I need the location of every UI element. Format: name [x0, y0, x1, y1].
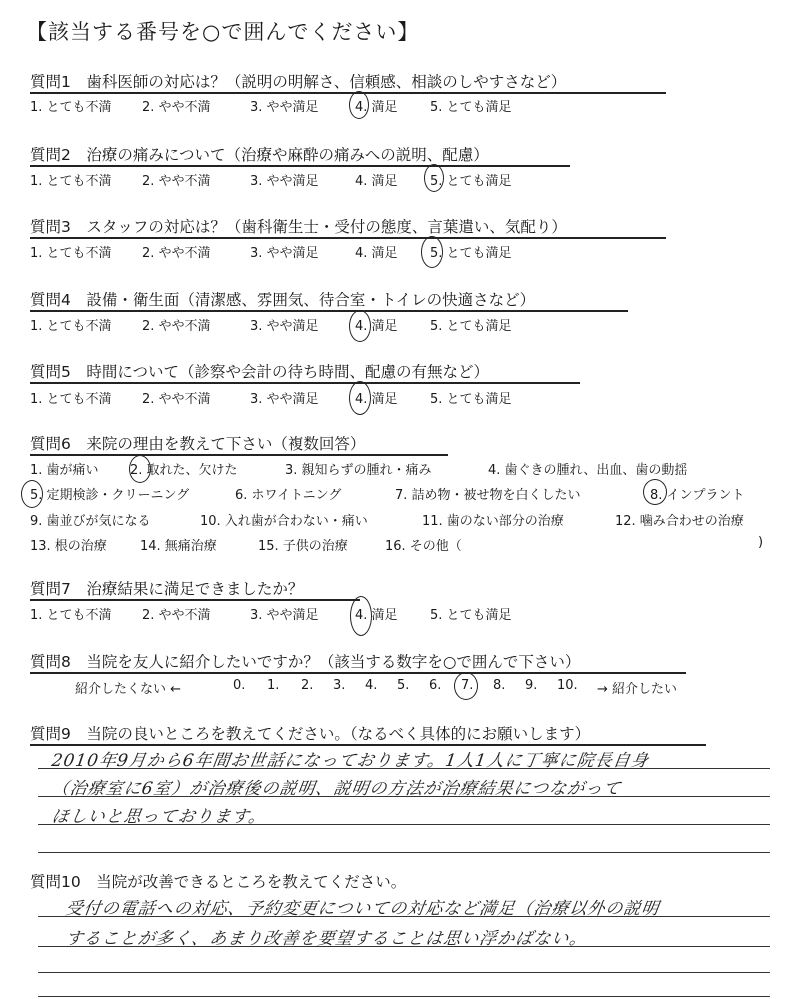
- q6-selected-circle-2: [129, 455, 151, 483]
- q8-num-1[interactable]: 1.: [267, 678, 280, 693]
- form-header: 【該当する番号を○で囲んでください】: [26, 20, 420, 44]
- q7-option-5[interactable]: 5. とても満足: [430, 608, 512, 623]
- q10-handwritten-line-1: 受付の電話への対応、予約変更についての対応など満足（治療以外の説明: [64, 899, 661, 919]
- q8-num-5[interactable]: 5.: [397, 678, 410, 693]
- q6-reason-4[interactable]: 4. 歯ぐきの腫れ、出血、歯の動揺: [488, 463, 688, 478]
- q1-option-4[interactable]: 4. 満足: [355, 100, 398, 115]
- question-8-underline: [30, 672, 686, 674]
- q2-option-2[interactable]: 2. やや不満: [142, 174, 211, 189]
- q1-option-2[interactable]: 2. やや不満: [142, 100, 211, 115]
- q6-reason-2[interactable]: 2. 取れた、欠けた: [130, 463, 238, 478]
- q9-handwritten-line-3: ほしいと思っております。: [50, 807, 268, 827]
- q6-reason-5[interactable]: 5. 定期検診・クリーニング: [30, 488, 190, 503]
- question-2-underline: [30, 165, 570, 167]
- q9-answer-line-4: [38, 852, 770, 853]
- q1-option-5[interactable]: 5. とても満足: [430, 100, 512, 115]
- q7-option-2[interactable]: 2. やや不満: [142, 608, 211, 623]
- q9-handwritten-line-1: 2010年9月から6年間お世話になっております。1人1人に丁寧に院長自身: [50, 751, 651, 771]
- q4-selected-circle: [349, 310, 371, 342]
- question-8-title: 質問8 当院を友人に紹介したいですか？（該当する数字を○で囲んで下さい）: [30, 653, 581, 671]
- q8-left-label: 紹介したくない ←: [75, 682, 182, 697]
- q3-option-2[interactable]: 2. やや不満: [142, 246, 211, 261]
- q8-selected-circle: [454, 672, 478, 700]
- q4-option-1[interactable]: 1. とても不満: [30, 319, 112, 334]
- q1-selected-circle: [349, 91, 369, 119]
- q6-reason-7[interactable]: 7. 詰め物・被せ物を白くしたい: [395, 488, 581, 503]
- q6-reason-3[interactable]: 3. 親知らずの腫れ・痛み: [285, 463, 432, 478]
- q6-reason-6[interactable]: 6. ホワイトニング: [235, 488, 342, 503]
- q8-num-4[interactable]: 4.: [365, 678, 378, 693]
- q2-option-1[interactable]: 1. とても不満: [30, 174, 112, 189]
- q4-option-3[interactable]: 3. やや満足: [250, 319, 319, 334]
- q2-option-3[interactable]: 3. やや満足: [250, 174, 319, 189]
- q2-selected-circle: [424, 164, 444, 192]
- q6-reason-8[interactable]: 8. インプラント: [650, 488, 745, 503]
- q7-option-1[interactable]: 1. とても不満: [30, 608, 112, 623]
- q6-selected-circle-5: [21, 480, 43, 508]
- q4-option-4[interactable]: 4. 満足: [355, 319, 398, 334]
- q6-reason-13[interactable]: 13. 根の治療: [30, 539, 107, 554]
- q3-selected-circle: [421, 236, 443, 268]
- q3-option-1[interactable]: 1. とても不満: [30, 246, 112, 261]
- question-1-underline: [30, 92, 666, 94]
- q1-option-1[interactable]: 1. とても不満: [30, 100, 112, 115]
- question-4-title: 質問4 設備・衛生面（清潔感、雰囲気、待合室・トイレの快適さなど）: [30, 291, 536, 309]
- q8-right-label: → 紹介したい: [597, 682, 678, 697]
- q3-option-5[interactable]: 5. とても満足: [430, 246, 512, 261]
- q8-num-6[interactable]: 6.: [429, 678, 442, 693]
- q7-selected-circle: [350, 596, 372, 636]
- question-7-underline: [30, 599, 360, 601]
- q3-option-4[interactable]: 4. 満足: [355, 246, 398, 261]
- question-1-title: 質問1 歯科医師の対応は？（説明の明解さ、信頼感、相談のしやすさなど）: [30, 73, 567, 91]
- q7-option-3[interactable]: 3. やや満足: [250, 608, 319, 623]
- question-3-underline: [30, 237, 666, 239]
- q5-option-4[interactable]: 4. 満足: [355, 392, 398, 407]
- q5-option-1[interactable]: 1. とても不満: [30, 392, 112, 407]
- q5-option-5[interactable]: 5. とても満足: [430, 392, 512, 407]
- question-6-title: 質問6 来院の理由を教えて下さい（複数回答）: [30, 435, 366, 453]
- q8-num-7[interactable]: 7.: [461, 678, 474, 693]
- q8-num-0[interactable]: 0.: [233, 678, 246, 693]
- q5-option-2[interactable]: 2. やや不満: [142, 392, 211, 407]
- q6-reason-14[interactable]: 14. 無痛治療: [140, 539, 217, 554]
- question-7-title: 質問7 治療結果に満足できましたか？: [30, 580, 304, 598]
- question-3-title: 質問3 スタッフの対応は？（歯科衛生士・受付の態度、言葉遣い、気配り）: [30, 218, 567, 236]
- q8-num-2[interactable]: 2.: [301, 678, 314, 693]
- q8-num-8[interactable]: 8.: [493, 678, 506, 693]
- q6-reason-10[interactable]: 10. 入れ歯が合わない・痛い: [200, 514, 368, 529]
- q6-reason-12[interactable]: 12. 噛み合わせの治療: [615, 514, 744, 529]
- q6-reason-16[interactable]: 16. その他（: [385, 539, 462, 554]
- question-10-title: 質問10 当院が改善できるところを教えてください。: [30, 873, 407, 891]
- q6-reason-1[interactable]: 1. 歯が痛い: [30, 463, 99, 478]
- q10-handwritten-line-2: することが多く、あまり改善を要望することは思い浮かばない。: [64, 929, 589, 949]
- q3-option-3[interactable]: 3. やや満足: [250, 246, 319, 261]
- q5-option-3[interactable]: 3. やや満足: [250, 392, 319, 407]
- q10-answer-line-4: [38, 996, 770, 997]
- q8-num-9[interactable]: 9.: [525, 678, 538, 693]
- q1-option-3[interactable]: 3. やや満足: [250, 100, 319, 115]
- q4-option-2[interactable]: 2. やや不満: [142, 319, 211, 334]
- q2-option-4[interactable]: 4. 満足: [355, 174, 398, 189]
- q6-other-close-paren: ): [758, 535, 764, 550]
- q9-handwritten-line-2: （治療室に6室）が治療後の説明、説明の方法が治療結果につながって: [50, 779, 623, 799]
- q5-selected-circle: [349, 381, 371, 415]
- question-4-underline: [30, 310, 628, 312]
- q8-num-10[interactable]: 10.: [557, 678, 578, 693]
- q7-option-4[interactable]: 4. 満足: [355, 608, 398, 623]
- q6-selected-circle-8: [643, 479, 667, 505]
- q10-answer-line-3: [38, 972, 770, 973]
- q6-reason-9[interactable]: 9. 歯並びが気になる: [30, 514, 151, 529]
- question-6-underline: [30, 454, 448, 456]
- q2-option-5[interactable]: 5. とても満足: [430, 174, 512, 189]
- q8-num-3[interactable]: 3.: [333, 678, 346, 693]
- question-5-underline: [30, 382, 580, 384]
- question-5-title: 質問5 時間について（診察や会計の待ち時間、配慮の有無など）: [30, 363, 490, 381]
- q6-reason-11[interactable]: 11. 歯のない部分の治療: [422, 514, 564, 529]
- q6-reason-15[interactable]: 15. 子供の治療: [258, 539, 348, 554]
- question-9-title: 質問9 当院の良いところを教えてください。（なるべく具体的にお願いします）: [30, 725, 591, 743]
- q4-option-5[interactable]: 5. とても満足: [430, 319, 512, 334]
- question-2-title: 質問2 治療の痛みについて（治療や麻酔の痛みへの説明、配慮）: [30, 146, 489, 164]
